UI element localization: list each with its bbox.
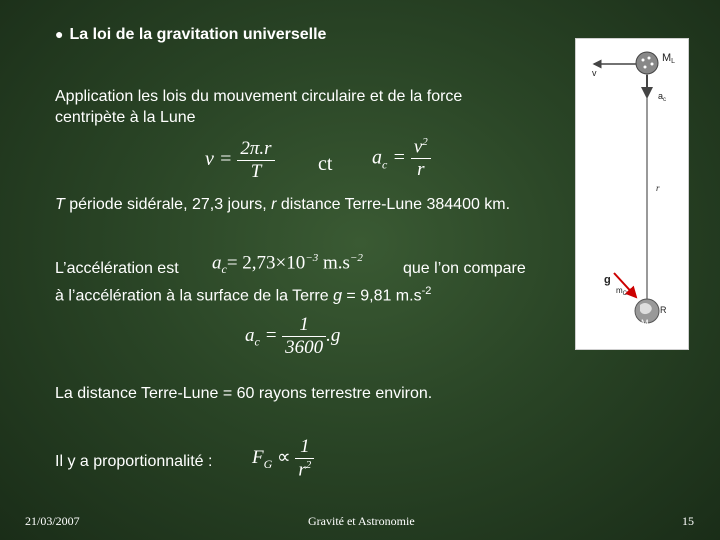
formula-ratio: $a_c$ = $\frac{1}{3600}$ .g <box>245 314 341 358</box>
g-label: g <box>604 274 611 286</box>
intro-line-2: centripète à la Lune <box>55 109 196 126</box>
velocity-label: v <box>592 68 597 78</box>
ac-label: $a_c$ <box>658 91 667 103</box>
bullet-icon: ● <box>55 26 64 42</box>
formula-proportionality: $F_G$ ∝ $\frac{1}{r^2}$ <box>252 436 314 481</box>
earth-mass-label: $M_T$ <box>641 318 653 330</box>
footer-date: 21/03/2007 <box>25 514 80 528</box>
earth-radius-label: R <box>660 305 667 315</box>
moon-icon <box>636 52 658 74</box>
earth-moon-diagram <box>576 39 688 349</box>
footer-subject: Gravité et Astronomie <box>308 514 415 528</box>
mc-label: $m_C$ <box>616 286 628 297</box>
formula-accel-value: $a_c= 2,73\times 10^{-3}$ $m.s^{-2}$ <box>212 252 363 277</box>
moon-mass-label: ML <box>662 52 676 65</box>
formula-ct: ct <box>318 153 333 175</box>
intro-line-1: Application les lois du mouvement circulaire et de la force <box>55 88 463 105</box>
proportionality-label: Il y a proportionnalité : <box>55 453 213 470</box>
formula-centripetal: $a_c$ = $\frac{v^2}{r}$ <box>372 136 431 181</box>
accel-line-2: à l’accélération à la surface de la Terre g = 9,81 $m.s^{-2}$ <box>55 285 432 305</box>
r-label: r <box>656 183 660 193</box>
distance-line: La distance Terre-Lune = 60 rayons terrestre environ. <box>55 385 433 402</box>
accel-line-1: L’accélération est <box>55 260 179 277</box>
earth-moon-figure <box>575 38 689 350</box>
period-line: T période sidérale, 27,3 jours, r distance Terre-Lune 384400 km. <box>55 196 511 213</box>
accel-line-1-end: que l’on compare <box>403 260 526 277</box>
formula-velocity: v = $\frac{2\pi.r}{T}$ <box>205 138 275 183</box>
footer-page-number: 15 <box>682 514 694 528</box>
slide-title: ● La loi de la gravitation universelle <box>55 26 327 43</box>
